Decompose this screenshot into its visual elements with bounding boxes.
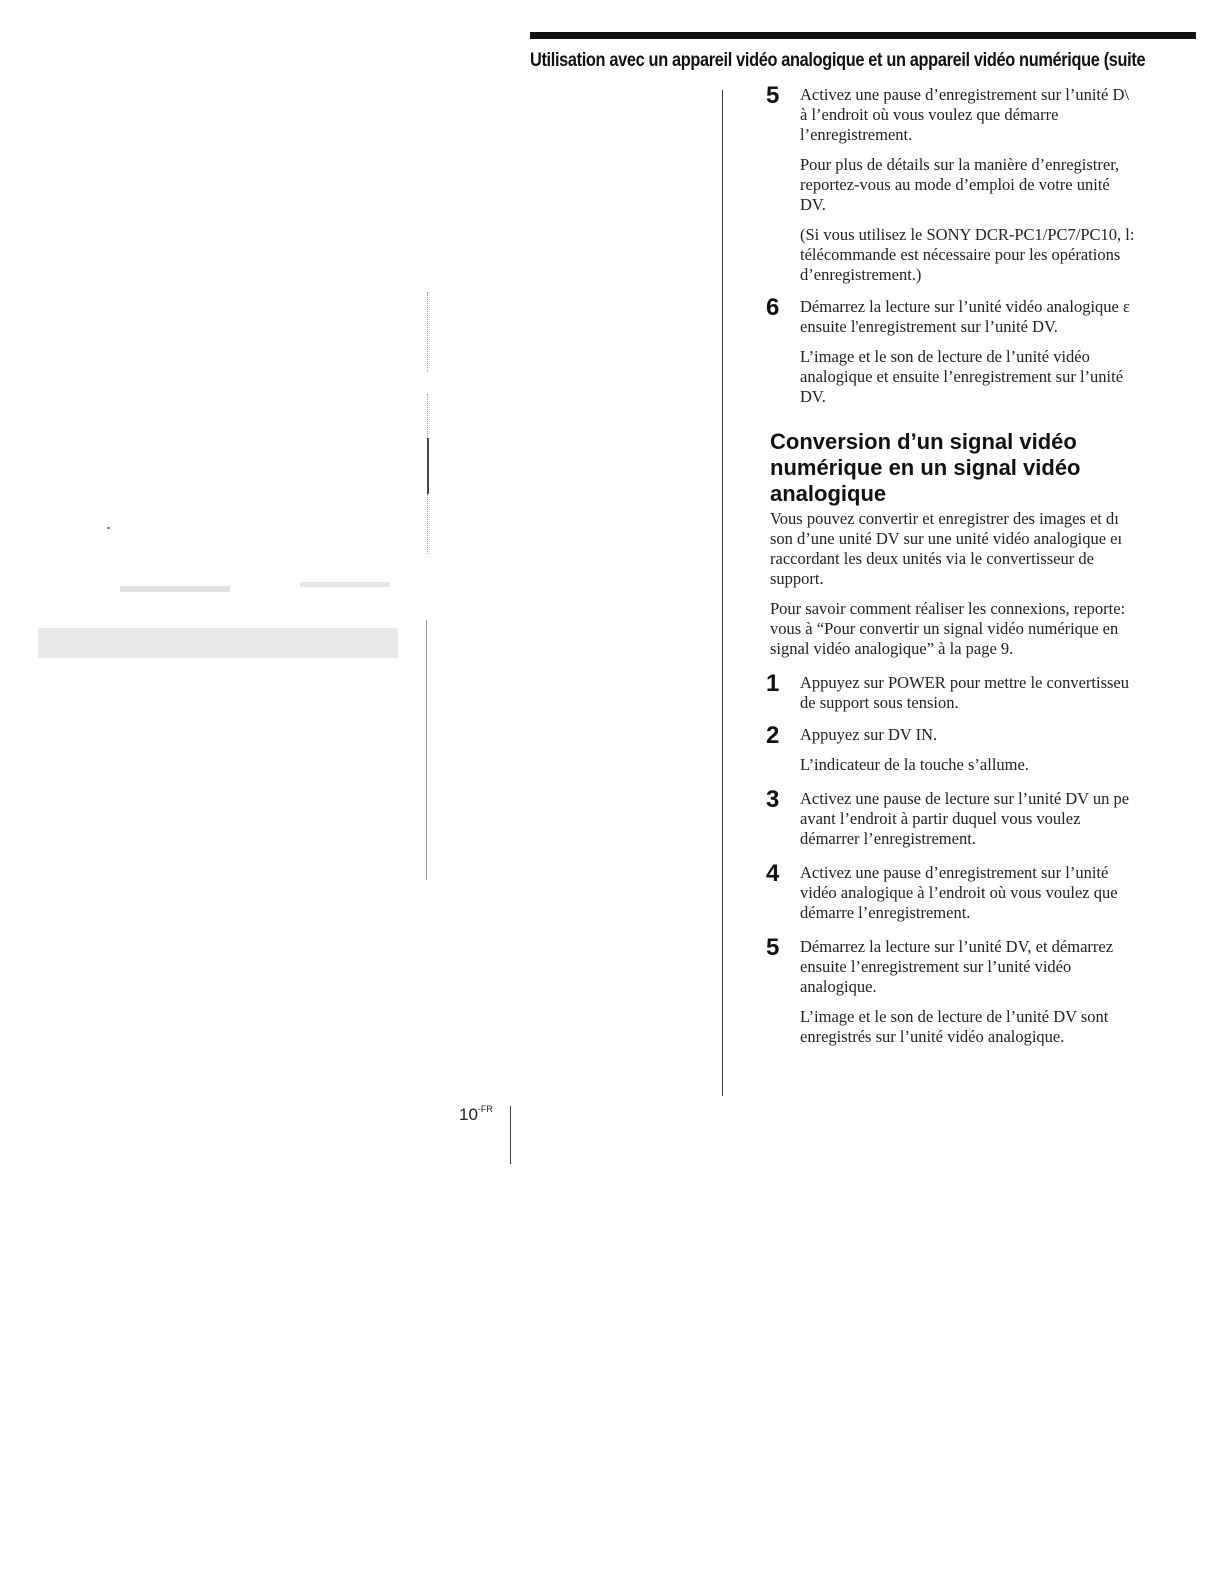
step-number: 3: [766, 786, 780, 813]
margin-dotted-line: [427, 494, 429, 554]
step-item: [766, 85, 1198, 285]
scan-speck: [107, 527, 110, 529]
page-number: [459, 1105, 493, 1125]
step-item: [766, 934, 1198, 1047]
step-number: 5: [766, 934, 780, 961]
scan-noise: [38, 628, 398, 658]
step-number: 6: [766, 294, 780, 321]
intro-paragraph: Vous pouvez convertir et enregistrer des images et dı son d’une unité DV sur une unité vidéo analogique eı raccordant les deux unités via le convertisseur de support.: [770, 509, 1123, 588]
step-note: L’indicateur de la touche s’allume.: [800, 755, 1029, 774]
step-item: [766, 860, 1198, 923]
step-text: Démarrez la lecture sur l’unité vidéo analogique ε ensuite l'enregistrement sur l’unité DV.: [800, 297, 1130, 336]
step-number: 2: [766, 722, 780, 749]
step-item: [766, 670, 1198, 713]
page-number-value: 10: [459, 1105, 478, 1124]
step-number: 4: [766, 860, 780, 887]
step-number: 5: [766, 85, 780, 109]
column-divider: [722, 90, 723, 1096]
margin-dotted-line: [427, 394, 429, 438]
margin-mark: [426, 620, 427, 880]
step-number: 1: [766, 670, 780, 697]
margin-mark: [427, 438, 429, 494]
step-note: L’image et le son de lecture de l’unité DV sont enregistrés sur l’unité vidéo analogique.: [800, 1007, 1109, 1046]
scan-noise: [120, 586, 230, 592]
step-item: [766, 294, 1198, 407]
margin-dotted-line: [427, 292, 429, 372]
main-column: [766, 85, 1198, 1105]
step-item: [766, 786, 1198, 849]
scan-noise: [300, 582, 390, 587]
step-text: Activez une pause d’enregistrement sur l’unité vidéo analogique à l’endroit où vous voulez que démarre l’enregistrement.: [800, 863, 1118, 922]
footer-rule: [510, 1106, 511, 1164]
running-head: Utilisation avec un appareil vidéo analogique et un appareil vidéo numérique (suite: [530, 50, 1146, 71]
step-text: Démarrez la lecture sur l’unité DV, et démarrez ensuite l’enregistrement sur l’unité vidéo analogique.: [800, 937, 1114, 996]
step-text: Appuyez sur DV IN.: [800, 725, 938, 744]
step-text: Activez une pause de lecture sur l’unité DV un pe avant l’endroit à partir duquel vous voulez démarrer l’enregistrement.: [800, 789, 1130, 848]
section-heading: Conversion d’un signal vidéo numérique en un signal vidéo analogique: [770, 429, 1081, 506]
step-text: Activez une pause d’enregistrement sur l’unité D\ à l’endroit où vous voulez que démarre l’enregistrement.: [800, 85, 1129, 144]
step-note: (Si vous utilisez le SONY DCR-PC1/PC7/PC10, l: télécommande est nécessaire pour les opérations d’enregistrement.): [800, 225, 1135, 284]
top-rule: [530, 32, 1196, 39]
step-text: Appuyez sur POWER pour mettre le convertisseu de support sous tension.: [800, 673, 1130, 712]
step-item: [766, 722, 1198, 775]
step-note: L’image et le son de lecture de l’unité vidéo analogique et ensuite l’enregistrement sur l’unité DV.: [800, 347, 1124, 406]
page-number-suffix: -FR: [477, 1104, 493, 1114]
step-note: Pour plus de détails sur la manière d’enregistrer, reportez-vous au mode d’emploi de votre unité DV.: [800, 155, 1120, 214]
intro-paragraph: Pour savoir comment réaliser les connexions, reporte: vous à “Pour convertir un signal vidéo numérique en signal vidéo analogique” à la page 9.: [770, 599, 1126, 658]
